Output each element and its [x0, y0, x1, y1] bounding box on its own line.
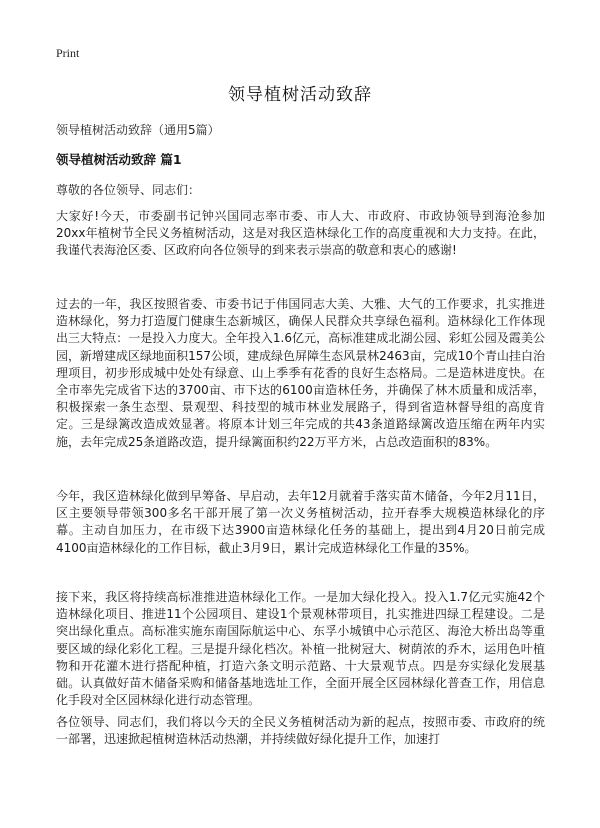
section-heading: 领导植树活动致辞 篇1 [56, 152, 182, 167]
document-subtitle: 领导植树活动致辞（通用5篇） [56, 123, 220, 137]
body-paragraph-4: 接下来，我区将持续高标准推进造林绿化工作。一是加大绿化投入。投入1.7亿元实施42个造林绿化项目、推进11个公园项目、建设1个景观林带项目，扎实推进四绿工程建设。二是突出绿化重点。高标准实施东南国际航运中心、东孚小城镇中心示范区、海沧大桥出岛等重要区域的绿化彩化工程。三是提升绿化档次。补植一批树冠大、树荫浓的乔木，运用色叶植物和开花灌木进行搭配种植，打造六条文明示范路、十大景观节点。四是夯实绿化发展基础。认真做好苗木储备采购和储备基地选址工作，全面开展全区园林绿化普查工作，用信息化手段对全区园林绿化进行动态管理。 [56, 590, 545, 708]
greeting-line: 尊敬的各位领导、同志们： [56, 183, 201, 197]
body-paragraph-5: 各位领导、同志们，我们将以今天的全民义务植树活动为新的起点，按照市委、市政府的统一部署，迅速掀起植树造林活动热潮，并持续做好绿化提升工作，加速打 [56, 715, 545, 747]
body-paragraph-1: 大家好!今天，市委副书记钟兴国同志率市委、市人大、市政府、市政协领导到海沧参加20xx年植树节全民义务植树活动，这是对我区造林绿化工作的高度重视和大力支持。在此，我谨代表海沧区委、区政府向各位领导的到来表示崇高的敬意和衷心的感谢! [56, 209, 545, 258]
page-title: 领导植树活动致辞 [228, 85, 372, 105]
body-paragraph-3: 今年，我区造林绿化做到早筹备、早启动，去年12月就着手落实苗木储备，今年2月11日，区主要领导带领300多名干部开展了第一次义务植树活动，拉开春季大规模造林绿化的序幕。主动自加压力，在市级下达3900亩造林绿化任务的基础上，提出到4月20日前完成4100亩造林绿化的工作目标，截止3月9日，累计完成造林绿化工作量的35%。 [56, 489, 545, 555]
print-link[interactable]: Print [56, 46, 80, 60]
body-paragraph-2: 过去的一年，我区按照省委、市委书记于伟国同志大美、大雅、大气的工作要求，扎实推进造林绿化，努力打造厦门健康生态新城区，确保人民群众共享绿色福利。造林绿化工作体现出三大特点：一是投入力度大。全年投入1.6亿元，高标准建成北湖公园、彩虹公园及霞美公园，新增建成区绿地面积157公顷，建成绿色屏障生态风景林2463亩，完成10个青山挂白治理项目，初步形成城中处处有绿意、山上季季有花香的良好生态格局。二是造林进度快。在全市率先完成省下达的3700亩、市下达的6100亩造林任务，并确保了林木质量和成活率，积极探索一条生态型、景观型、科技型的城市林业发展路子，得到省造林督导组的高度肯定。三是绿篱改造成效显著。将原本计划三年完成的共43条道路绿篱改造压缩在两年内实施，去年完成25条道路改造，提升绿篱面积约22万平方米，占总改造面积的83%。 [56, 297, 545, 449]
